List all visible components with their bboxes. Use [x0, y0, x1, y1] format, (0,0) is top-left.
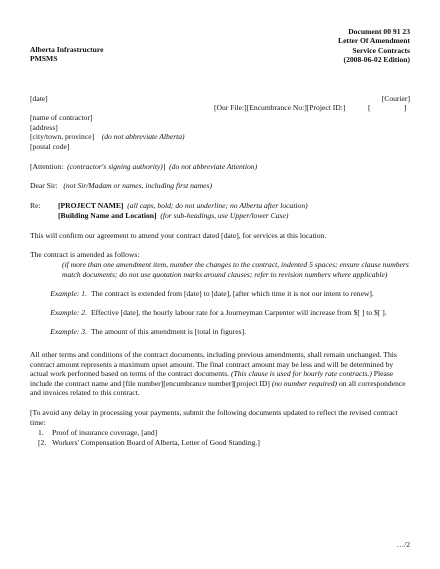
- building-note: (for sub-headings, use Upper/lower Case): [160, 211, 289, 220]
- contractor-postal: [postal code]: [30, 141, 70, 151]
- file-reference-line: [Our File:][Encumbrance No:][Project ID:]: [214, 103, 346, 112]
- amend-note: (if more than one amendment item, number the changes to the contract, indented 5 spaces; ensure clause numbers match documents; do not use quotation marks around clauses; refer to revision numbers where applicable): [62, 260, 409, 279]
- example-item: [30, 289, 410, 308]
- document-header-left: [30, 45, 103, 64]
- document-number: Document 00 91 23: [348, 27, 410, 36]
- example-text: The contract is extended from [date] to [date], [after which time it is not our intent to renew].: [91, 289, 374, 298]
- no-number-note: (no number required): [271, 378, 338, 388]
- contractor-city: [city/town, province] (do not abbreviate Alberta): [30, 132, 185, 142]
- documents-list: [38, 428, 260, 447]
- terms-paragraph: All other terms and conditions of the contract documents, including previous amendments, shall remain unchanged. This contract amount represents a maximum upset amount. The final contract amount may be less and will be determined by actual work performed based on terms of the contract documents. (This clause is used for hourly rate contracts.) Please include the contract name and [file number][encumbrance number][project ID] (no number required) on all correspondence and invoices related to this contract.: [30, 350, 406, 398]
- address-block: [30, 113, 185, 151]
- re-project-line: [58, 201, 308, 211]
- date-field: [date]: [30, 94, 48, 103]
- example-text: The amount of this amendment is [total in figures].: [91, 327, 247, 336]
- attention-note-abbrev: (do not abbreviate Attention): [169, 162, 258, 171]
- system-name: PMSMS: [30, 54, 58, 64]
- amended-intro: The contract is amended as follows:: [30, 250, 140, 259]
- page-continuation: …/2: [396, 540, 410, 549]
- contractor-address: [address]: [30, 122, 58, 132]
- example-text: Effective [date], the hourly labour rate for a Journeyman Carpenter will increase from $[ ] to $[ ].: [91, 308, 387, 317]
- re-building-line: [58, 211, 288, 221]
- example-label: Example: 3.: [50, 327, 87, 336]
- attention-note-authority: (contractor's signing authority): [67, 162, 163, 171]
- document-section: Service Contracts: [352, 45, 410, 55]
- organization-name: Alberta Infrastructure: [30, 45, 104, 54]
- project-note: (all caps, bold; do not underline; no Alberta after location): [127, 201, 308, 210]
- attention-line: [Attention: (contractor's signing authority)] (do not abbreviate Attention): [30, 162, 258, 171]
- example-label: Example: 1.: [50, 289, 87, 298]
- confirm-paragraph: This will confirm our agreement to amend your contract dated [date], for services at this location.: [30, 231, 327, 240]
- salutation-note: (not Sir/Madam or names, including first names): [63, 181, 213, 190]
- contractor-name: [name of contractor]: [30, 113, 93, 122]
- courier-field: [Courier]: [381, 94, 410, 103]
- document-title: Letter Of Amendment: [338, 36, 410, 46]
- city-note: (do not abbreviate Alberta): [101, 132, 185, 142]
- payments-paragraph: [To avoid any delay in processing your payments, submit the following documents updated to reflect the revised contract time:: [30, 408, 398, 427]
- file-bracket-close: ]: [404, 103, 407, 112]
- document-edition: (2008-06-02 Edition): [343, 55, 410, 65]
- file-bracket-open: [: [368, 103, 371, 112]
- document-header-right: [338, 27, 410, 65]
- salutation-line: Dear Sir: (not Sir/Madam or names, including first names): [30, 181, 213, 190]
- building-name: [Building Name and Location]: [58, 211, 157, 220]
- example-item: [30, 327, 410, 337]
- example-item: [30, 308, 410, 327]
- example-label: Example: 2.: [50, 308, 87, 317]
- document-list-item: [2. Workers' Compensation Board of Alberta, Letter of Good Standing.]: [38, 437, 260, 447]
- project-name: [PROJECT NAME]: [58, 201, 124, 210]
- document-list-item: 1. Proof of insurance coverage, [and]: [38, 428, 158, 437]
- examples-list: [30, 289, 410, 337]
- hourly-clause-note: (This clause is used for hourly rate contracts.): [230, 369, 372, 379]
- re-label: Re:: [30, 201, 41, 210]
